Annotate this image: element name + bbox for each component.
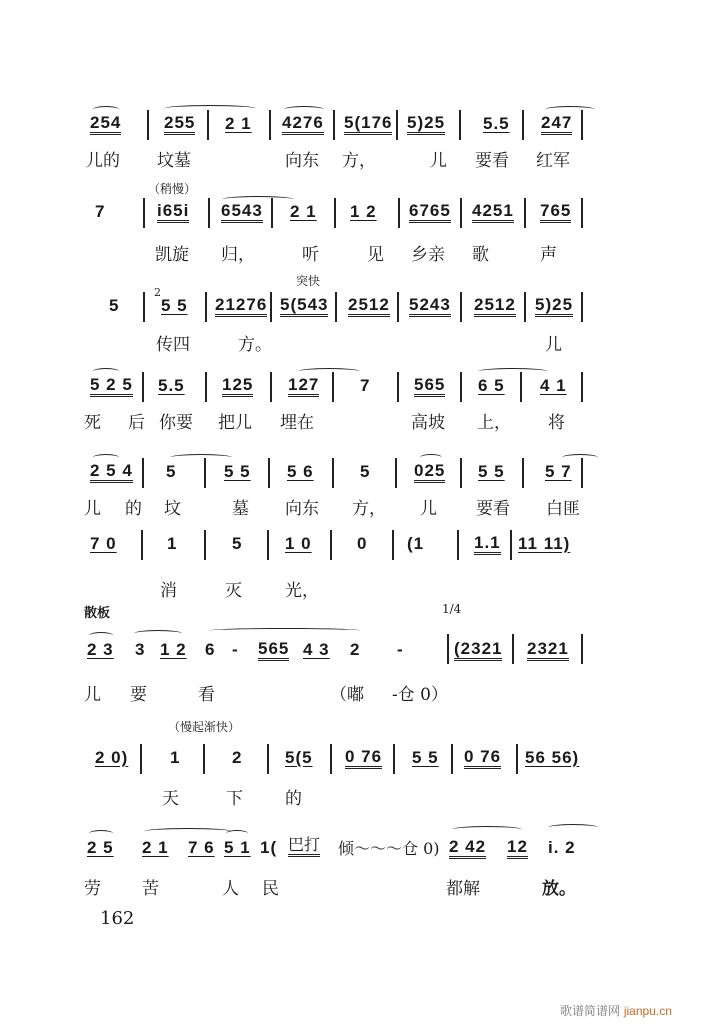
bar-line [392,530,394,560]
lyric: 儿 [420,499,437,519]
note-group: 5 5 [478,462,505,481]
note-group: 6543 [221,202,263,223]
slur [134,630,182,637]
note-group: 7 [360,376,371,395]
bar-line [581,458,583,488]
bar-line [204,458,206,488]
lyric: 归， [221,245,255,265]
lyric: 方。 [238,335,272,355]
bar-line [522,110,524,140]
tempo-annotation: （稍慢） [148,182,197,196]
lyric: 苦 [142,879,159,899]
lyric: 放。 [542,879,576,899]
note-group: 21276 [215,296,267,317]
bar-line [460,372,462,402]
slur [89,830,113,837]
bar-line [271,198,273,228]
note-group: 5 [232,534,243,553]
note-group: 127 [288,376,319,397]
bar-line [335,292,337,322]
slur [89,632,113,639]
note-group: 5)25 [535,296,573,317]
slur [226,830,248,837]
lyric: 后 [128,413,145,433]
lyric: 将 [548,413,565,433]
bar-line [203,744,205,774]
note-group: 5 1 [224,838,251,857]
lyric: 坟 [164,499,181,519]
lyric: 劳 [84,879,101,899]
note-group: 2 3 [87,640,114,659]
lyric: 要看 [475,151,509,171]
lyric: （嘟 [330,685,364,705]
bar-line [396,110,398,140]
lyric: 灭 [225,581,242,601]
bar-line [330,530,332,560]
note-group: 2 42 [449,838,486,859]
bar-line [459,110,461,140]
bar-line [460,458,462,488]
note-group: 6 5 [478,376,505,395]
lyric: 红军 [536,151,570,171]
bar-line [397,372,399,402]
note-group: 2 1 [225,114,252,133]
bar-line [395,458,397,488]
lyric: 人 [222,879,239,899]
bar-line [205,372,207,402]
note-group: 5(5 [285,748,313,767]
lyric: 儿的 [86,151,120,171]
bar-line [208,198,210,228]
tempo-annotation: 突快 [296,274,321,288]
bar-line [581,372,583,402]
lyric: 白匪 [546,499,580,519]
note-group: 1 2 [160,640,187,659]
lyric: 埋在 [280,413,314,433]
bar-line [451,744,453,774]
lyric: -仓 0） [392,685,448,705]
lyric: 的 [285,789,302,809]
slur [545,106,595,113]
bar-line [332,372,334,402]
note-group: 56 56) [525,748,580,767]
note-group: (2321 [454,640,502,661]
bar-line [398,198,400,228]
bar-line [143,198,145,228]
bar-line [270,372,272,402]
bar-line [269,110,271,140]
bar-line [447,634,449,664]
note-group: 5.5 [483,114,510,133]
note-group: 125 [222,376,253,397]
note-group: 2 0) [95,748,129,767]
lyric: 儿 [84,499,101,519]
bar-line [524,292,526,322]
note-group: 565 [258,640,289,661]
bar-line [524,198,526,228]
note-group: 254 [90,114,121,135]
note-group: 2 1 [142,838,169,857]
percussion-syllables: 巴打 [288,836,320,857]
note-group: 7 6 [188,838,215,857]
slur [210,628,360,633]
note-group: 5 2 5 [90,376,133,397]
lyric: 见 [367,245,384,265]
bar-line [267,530,269,560]
bar-line [204,530,206,560]
lyric: 光， [285,581,319,601]
note-group: 2 5 [87,838,114,857]
lyric: 消 [160,581,177,601]
lyric: 天 [162,789,179,809]
note-group: 5(176 [344,114,392,135]
note-group: 2321 [527,640,569,661]
slur [298,368,360,375]
lyric: 民 [262,879,279,899]
slur [93,454,119,461]
tempo-label: 散板 [84,606,111,621]
note-group: 2 [232,748,243,767]
lyric: 把儿 [218,413,252,433]
lyric: 都解 [446,879,480,899]
note-group: 565 [414,376,445,397]
note-group: 5 5 [224,462,251,481]
lyric: 向东 [285,151,319,171]
note-group: 4251 [472,202,514,223]
note-group: 5 5 [412,748,439,767]
page-number: 162 [100,908,135,929]
bar-line [460,198,462,228]
lyric: 凯旋 [155,245,189,265]
note-group: 2 1 [290,202,317,221]
note-group: 025 [414,462,445,483]
lyric: 歌 [472,245,489,265]
note-group: 5243 [409,296,451,317]
lyric: 儿 [84,685,101,705]
bar-line [268,458,270,488]
lyric: 听 [302,245,319,265]
lyric: 高坡 [411,413,445,433]
bar-line [581,198,583,228]
note-group: 1 2 [350,202,377,221]
lyric: 声 [540,245,557,265]
note-group: 5 [166,462,177,481]
bar-line [520,372,522,402]
bar-line [270,292,272,322]
note-group: 5 [360,462,371,481]
bar-line [510,530,512,560]
note-group: 247 [541,114,572,135]
bar-line [143,292,145,322]
note-group: 5.5 [158,376,185,395]
bar-line [267,744,269,774]
slur [562,454,598,461]
bar-line [333,110,335,140]
lyric: 你要 [159,413,193,433]
watermark-en: jianpu.cn [623,1004,672,1018]
lyric: 儿 [430,151,447,171]
slur [93,368,119,375]
bar-line [581,292,583,322]
bar-line [393,744,395,774]
slur [478,368,548,375]
watermark-cn: 歌谱简谱网 [560,1004,621,1018]
note-group: 2 [350,640,361,659]
note-group: 7 [95,202,106,221]
note-group: 6 [205,640,216,659]
bar-line [581,110,583,140]
bar-line [397,292,399,322]
lyric: 儿 [545,335,562,355]
lyric: 向东 [285,499,319,519]
note-group: 11 11) [518,534,571,553]
note-group: 1 0 [285,534,312,553]
note-group: i. 2 [548,838,576,857]
lyric: 上， [477,413,511,433]
note-group: 4 3 [303,640,330,659]
note-group: 4276 [282,114,324,135]
slur [548,824,598,831]
note-group: 1( [260,838,278,857]
lyric: 方， [352,499,386,519]
tempo-annotation: （慢起渐快） [168,720,241,734]
note-group: 1 [170,748,181,767]
note-group: 3 [135,640,146,659]
slur [452,826,522,833]
note-group: 12 [507,838,528,859]
note-group: 5 5 [161,296,188,315]
bar-line [147,110,149,140]
note-group: 2512 [348,296,390,317]
bar-line [141,530,143,560]
lyric: 墓 [232,499,249,519]
grace-note: 2 [154,286,161,299]
lyric: 坟墓 [157,151,191,171]
note-group: 5 7 [545,462,572,481]
meter-label: 1/4 [442,602,462,616]
lyric: 方， [342,151,376,171]
lyric: 看 [198,685,215,705]
note-group: 7 0 [90,534,117,553]
note-group: 1 [167,534,178,553]
bar-line [332,458,334,488]
bar-line [512,634,514,664]
slur [420,454,442,461]
slur [170,454,232,461]
bar-line [334,198,336,228]
note-group: 6765 [409,202,451,223]
bar-line [457,530,459,560]
note-group: 5(543 [280,296,328,317]
note-group: i65i [157,202,189,223]
note-group: 0 76 [345,748,382,769]
bar-line [516,744,518,774]
bar-line [581,634,583,664]
note-group: 2 5 4 [90,462,133,483]
lyric: 下 [226,789,243,809]
note-group: 5)25 [407,114,445,135]
lyric: 的 [125,499,142,519]
note-group: 5 6 [287,462,314,481]
lyric: 要看 [476,499,510,519]
note-group: 2512 [474,296,516,317]
slur [164,105,256,112]
bar-line [205,292,207,322]
note-group: 255 [164,114,195,135]
lyric: 传四 [156,335,190,355]
bar-line [207,110,209,140]
note-group: (1 [407,534,425,553]
note-group: 765 [540,202,571,223]
bar-line [142,372,144,402]
slur [93,106,119,113]
lyric: 死 [84,413,101,433]
note-group: - [232,640,239,659]
bar-line [140,744,142,774]
lyric: 乡亲 [411,245,445,265]
bar-line [330,744,332,774]
lyric: 要 [130,685,147,705]
note-group: - [397,640,404,659]
note-group: 4 1 [540,376,567,395]
slur [144,828,232,835]
note-group: 1.1 [474,534,501,555]
note-group: 0 76 [464,748,501,769]
watermark [560,1002,672,1019]
bar-line [522,458,524,488]
bar-line [460,292,462,322]
note-group: 0 [357,534,368,553]
note-group: 5 [109,296,120,315]
bar-line [142,458,144,488]
slur [284,106,324,113]
percussion-syllables: 倾～～～仓 0) [338,839,440,858]
